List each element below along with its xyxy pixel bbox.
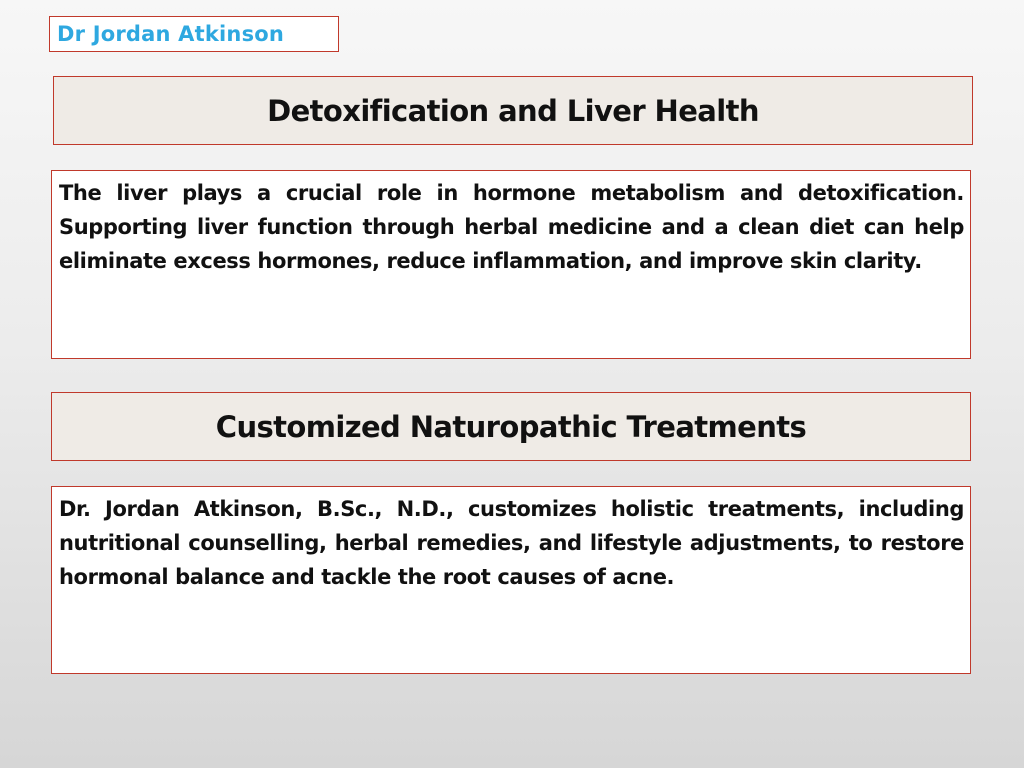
- brand-logo-box: [49, 16, 339, 52]
- section-heading-treatments: [51, 392, 971, 461]
- section-body-text: The liver plays a crucial role in hormone metabolism and detoxification. Supporting liver function through herbal medicine and a clean diet can help eliminate excess hormones, reduce inflammation, and improve skin clarity.: [59, 181, 964, 273]
- section-heading-detox: [53, 76, 973, 145]
- section-heading-text: Detoxification and Liver Health: [267, 93, 759, 128]
- brand-name: Dr Jordan Atkinson: [57, 22, 285, 46]
- section-body-text: Dr. Jordan Atkinson, B.Sc., N.D., customizes holistic treatments, including nutritional counselling, herbal remedies, and lifestyle adjustments, to restore hormonal balance and tackle the root causes of acne.: [59, 497, 964, 589]
- section-body-detox: [51, 170, 971, 359]
- section-body-treatments: [51, 486, 971, 674]
- section-heading-text: Customized Naturopathic Treatments: [215, 409, 807, 444]
